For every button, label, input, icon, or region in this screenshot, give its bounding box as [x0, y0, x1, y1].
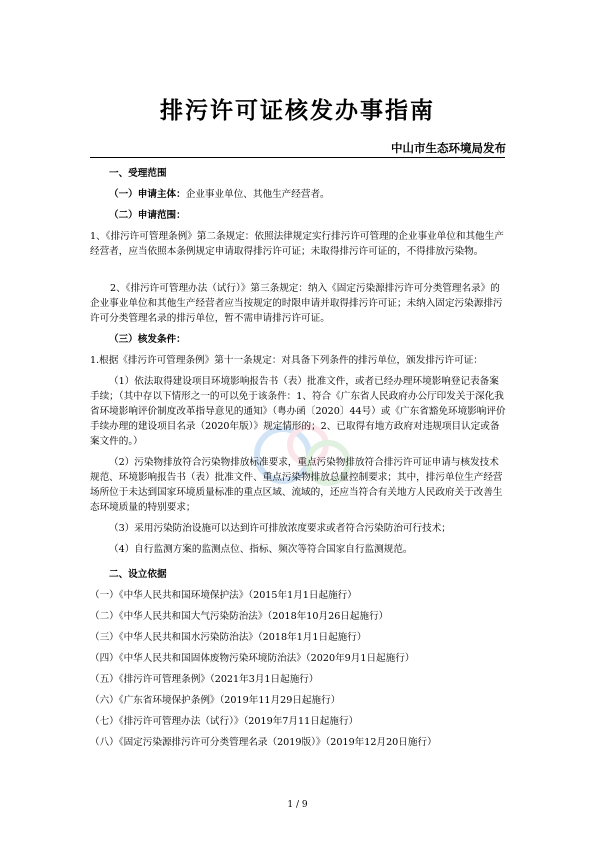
basis-item: （一）《中华人民共和国环境保护法》（2015年1月1日起施行）: [90, 590, 357, 601]
subheading-scope: （二）申请范围：: [109, 210, 186, 221]
subheading-conditions: （三）核发条件：: [109, 334, 186, 345]
basis-item: （三）《中华人民共和国水污染防治法》（2018年1月1日起施行）: [90, 632, 367, 643]
applicant-label: （一）申请主体：: [109, 189, 186, 200]
section-heading-basis: 二、设立依据: [109, 569, 167, 580]
basis-item: （六）《广东省环境保护条例》（2019年11月29日起施行）: [90, 695, 341, 706]
basis-item: （七）《排污许可管理办法（试行）》（2019年7月11日起施行）: [90, 716, 359, 727]
document-body: [90, 166, 506, 756]
condition-2: （2）污染物排放符合污染物排放标准要求，重点污染物排放符合排污许可证申请与核发技术规范、环境影响报告书（表）批准文件、重点污染物排放总量控制要求；其中，排污单位生产经营场所位于未达到国家环境质量标准的重点区域、流域的，还应当符合有关地方人民政府关于改善生态环境质量的特别要求；: [90, 457, 503, 513]
basis-item: （八）《固定污染源排污许可分类管理名录（2019版）》（2019年12月20日施行）: [90, 737, 437, 748]
publisher-label: 中山市生态环境局发布: [391, 141, 506, 155]
paragraph-regulation-1: 1、《排污许可管理条例》第二条规定：依照法律规定实行排污许可管理的企业事业单位和其他生产经营者，应当依照本条例规定申请取得排污许可证；未取得排污许可证的，不得排放污染物。: [90, 231, 504, 257]
applicant-text: 企业事业单位、其他生产经营者。: [185, 189, 330, 200]
basis-item: （四）《中华人民共和国固体废物污染环境防治法》（2020年9月1日起施行）: [90, 653, 415, 664]
basis-item: （二）《中华人民共和国大气污染防治法》（2018年10月26日起施行）: [90, 611, 389, 622]
page-number: 1 / 9: [287, 800, 308, 810]
condition-1: （1）依法取得建设项目环境影响报告书（表）批准文件，或者已经办理环境影响登记表备案手续；（其中存以下情形之一的可以免于该条件：1、符合《广东省人民政府办公厅印发关于深化我省环境影响评价制度改革指导意见的通知》（粤办函〔2020〕44号）或《广东省豁免环境影响评价手续办理的建设项目名录（2020年版）》规定情形的；2、已取得有地方政府对违规项目认定或备案文件的。）: [90, 376, 506, 447]
section-heading-scope: 一、受理范围: [109, 168, 167, 179]
condition-4: （4）自行监测方案的监测点位、指标、频次等符合国家自行监测规范。: [109, 544, 413, 555]
paragraph-regulation-2: 2、《排污许可管理办法（试行）》第三条规定：纳入《固定污染源排污许可分类管理名录》的企业事业单位和其他生产经营者应当按规定的时限申请并取得排污许可证；未纳入固定污染源排污许可分类管理名录的排污单位，暂不需申请排污许可证。: [90, 283, 503, 324]
basis-item: （五）《排污许可管理条例》（2021年3月1日起施行）: [90, 674, 319, 685]
condition-3: （3）采用污染防治设施可以达到许可排放浓度要求或者符合污染防治可行技术；: [109, 523, 451, 534]
paragraph-conditions-intro: 1.根据《排污许可管理条例》第十一条规定：对具备下列条件的排污单位，颁发排污许可证：: [90, 355, 483, 366]
header-divider: [90, 157, 505, 158]
page-title: 排污许可证核发办事指南: [160, 98, 435, 124]
applicant-line: [90, 187, 506, 202]
